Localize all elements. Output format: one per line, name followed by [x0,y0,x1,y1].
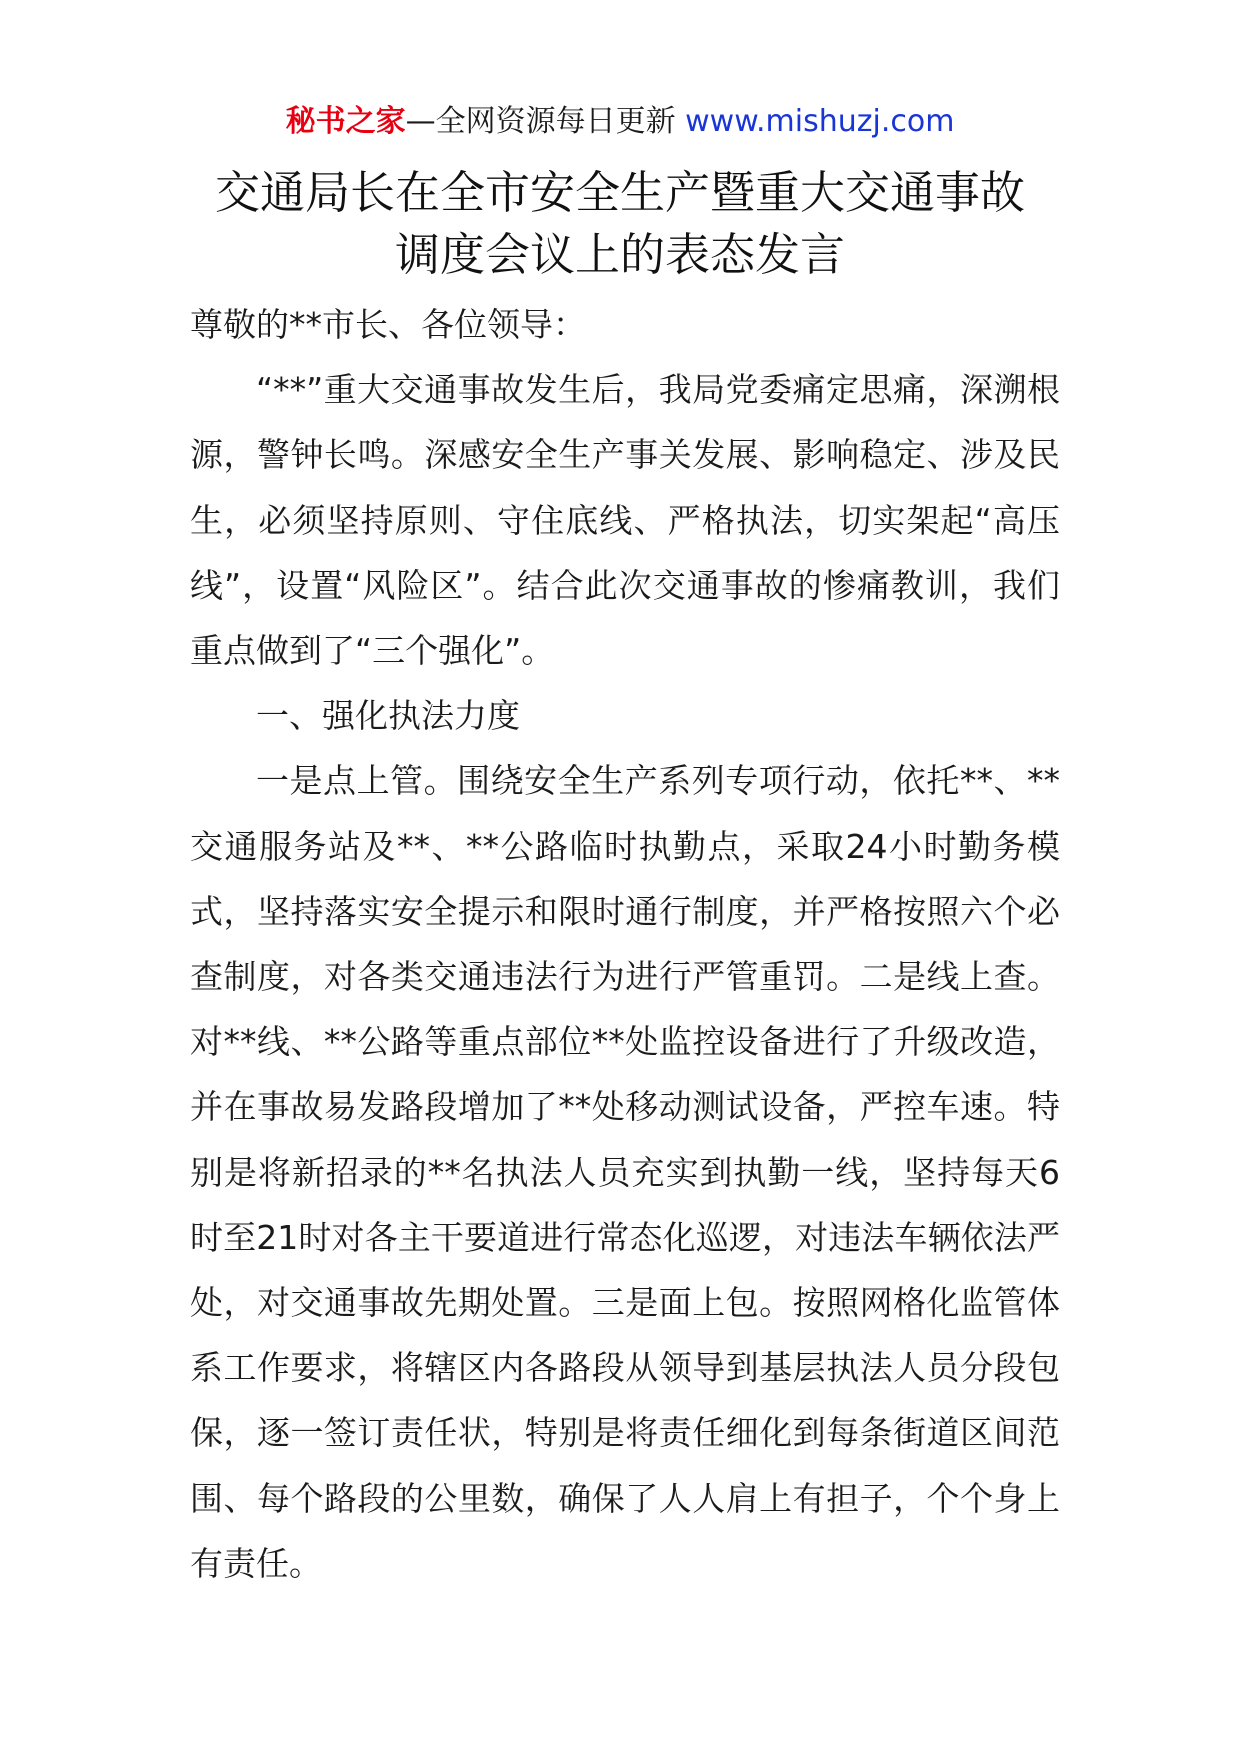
title-line-2: 调度会议上的表态发言 [394,228,845,281]
document-body [190,292,1060,1596]
brand-name: 秘书之家 [285,104,406,139]
document-title [140,162,1100,286]
title-line-1: 交通局长在全市安全生产暨重大交通事故 [214,166,1025,219]
paragraph-intro: “**”重大交通事故发生后，我局党委痛定思痛，深溯根源，警钟长鸣。深感安全生产事关发展、影响稳定、涉及民生，必须坚持原则、守住底线、严格执法，切实架起“高压线”，设置“风险区”。结合此次交通事故的惨痛教训，我们重点做到了“三个强化”。 [190,370,1060,671]
section-heading-1: 一、强化执法力度 [256,696,520,736]
site-url-link[interactable]: www.mishuzj.com [685,104,955,139]
paragraph-section-1: 一是点上管。围绕安全生产系列专项行动，依托**、**交通服务站及**、**公路临时执勤点，采取24小时勤务模式，坚持落实安全提示和限时通行制度，并严格按照六个必查制度，对各类交通违法行为进行严管重罚。二是线上查。对**线、**公路等重点部位**处监控设备进行了升级改造，并在事故易发路段增加了**处移动测试设备，严控车速。特别是将新招录的**名执法人员充实到执勤一线，坚持每天6时至21时对各主干要道进行常态化巡逻，对违法车辆依法严处，对交通事故先期处置。三是面上包。按照网格化监管体系工作要求，将辖区内各路段从领导到基层执法人员分段包保，逐一签订责任状，特别是将责任细化到每条街道区间范围、每个路段的公里数，确保了人人肩上有担子，个个身上有责任。 [190,761,1060,1583]
salutation: 尊敬的**市长、各位领导： [190,305,586,344]
header-slogan: —全网资源每日更新 [405,104,686,139]
site-header [0,100,1240,144]
